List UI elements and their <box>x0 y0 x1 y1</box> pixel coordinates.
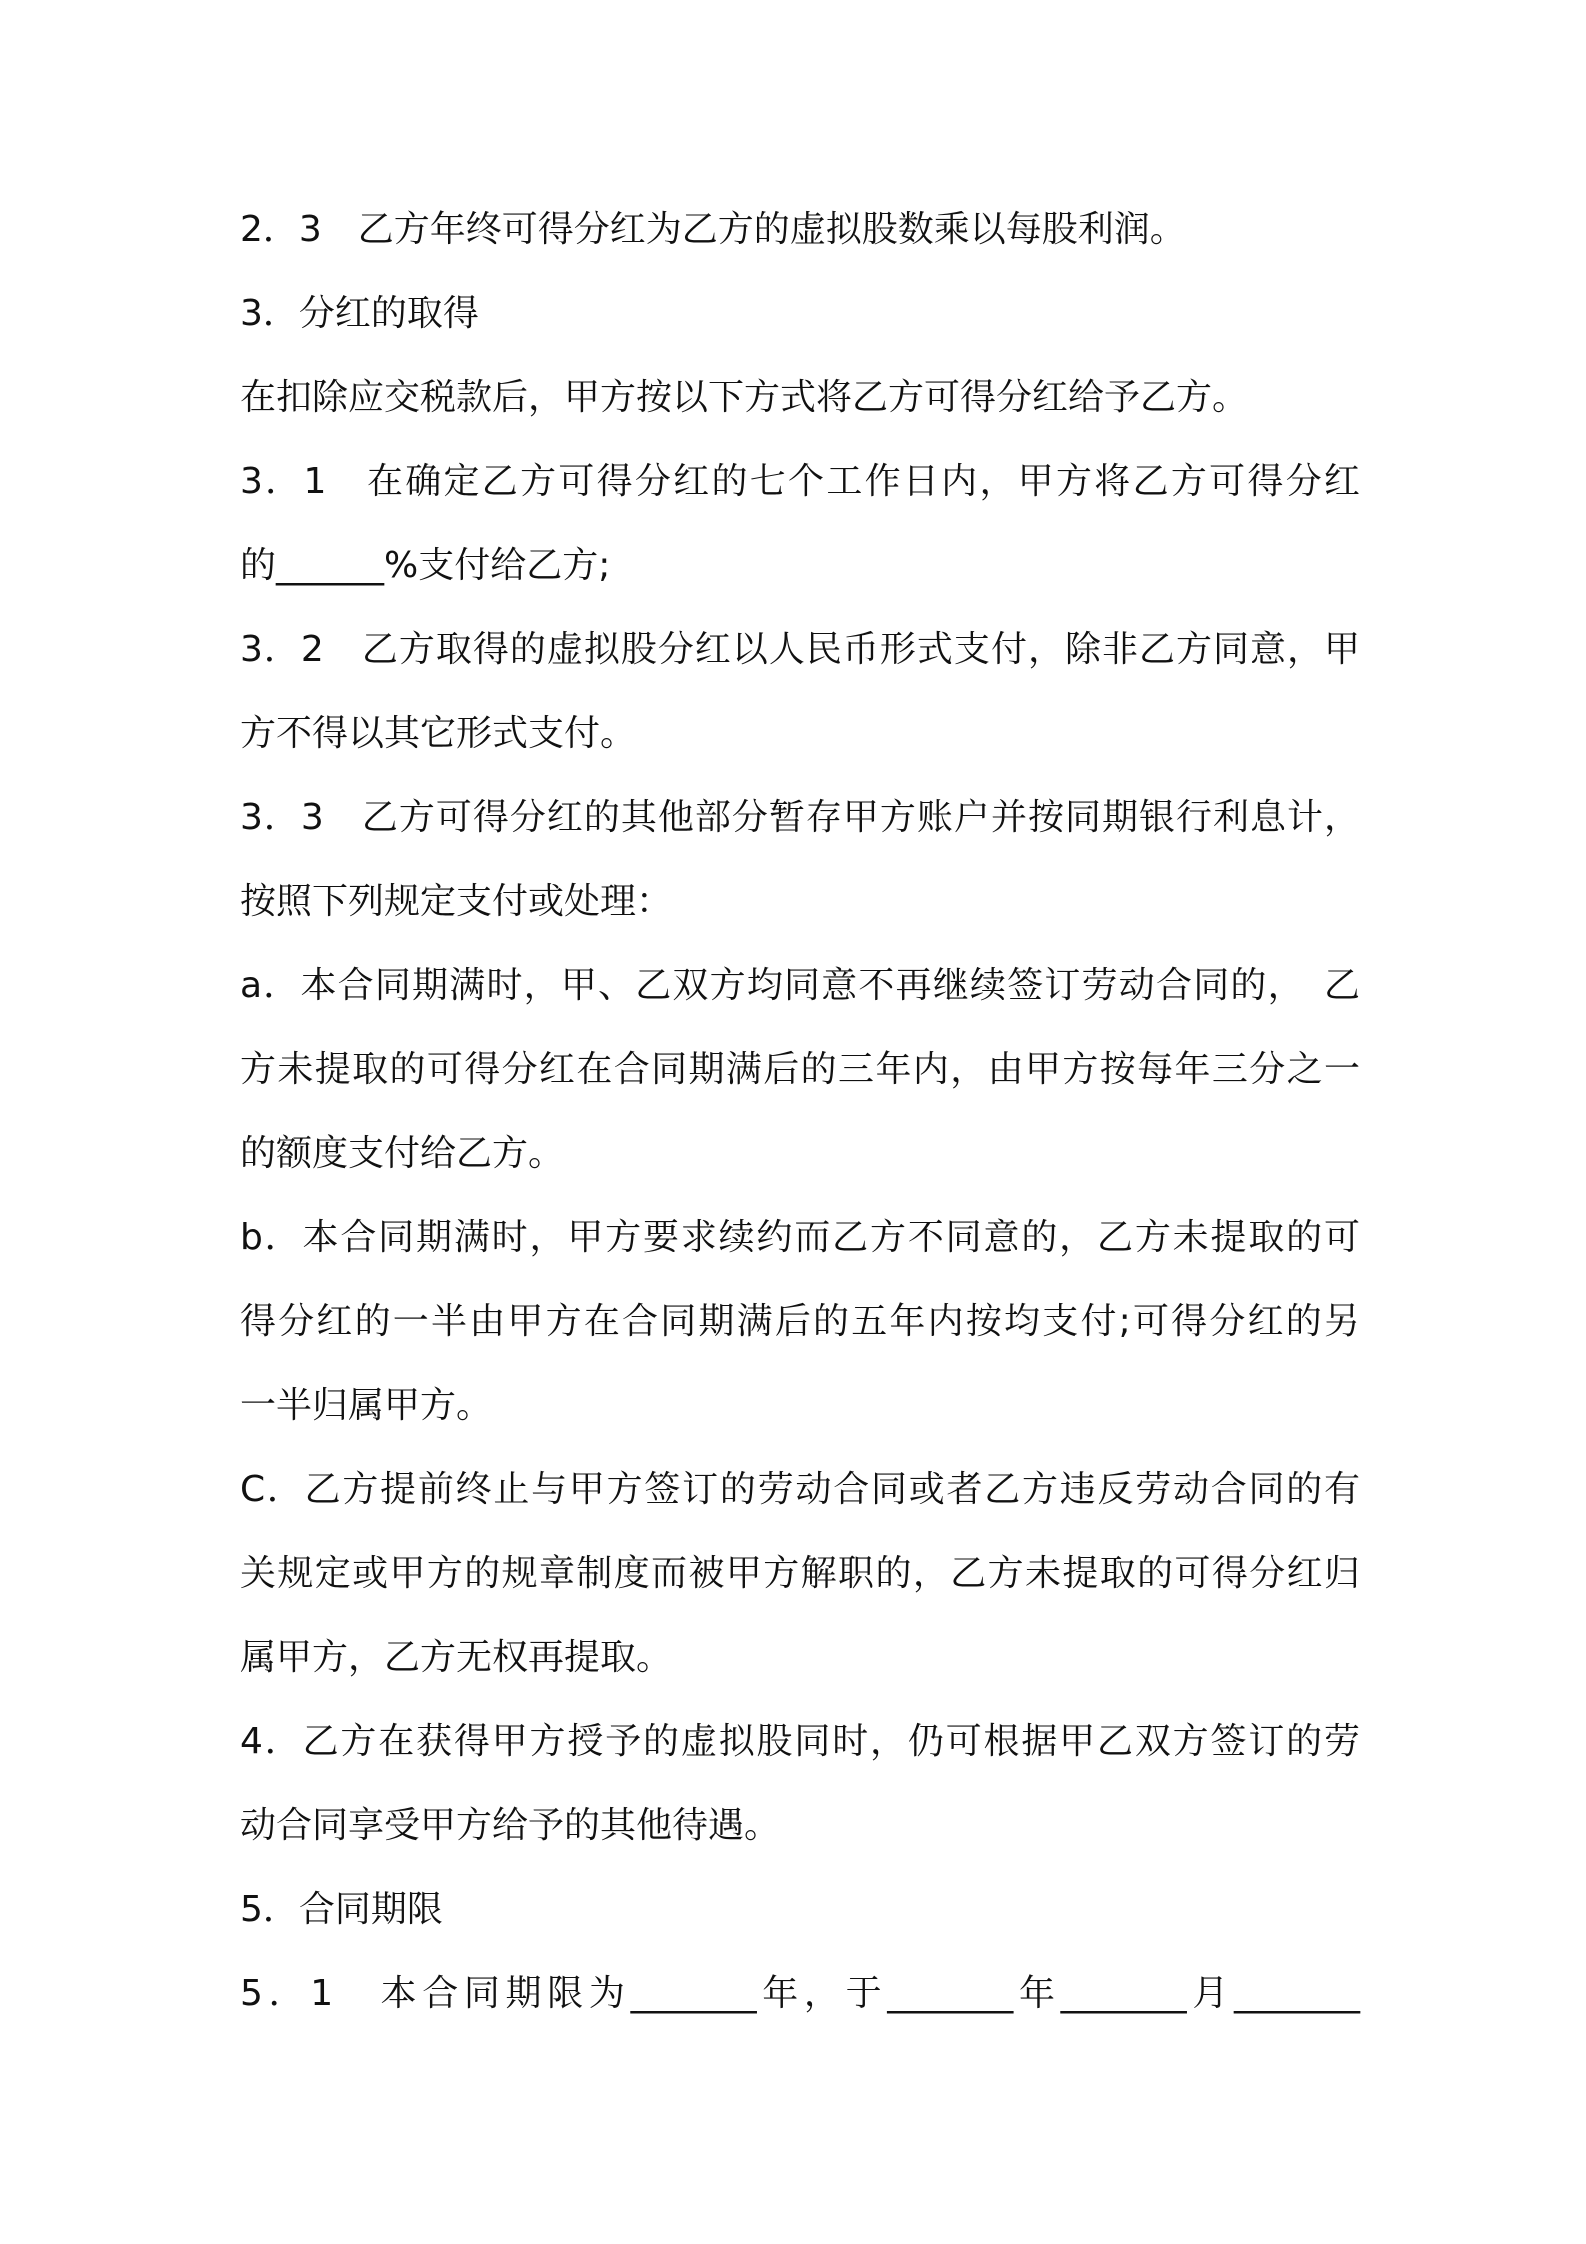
clause-3-3-a-line-2: 方未提取的可得分红在合同期满后的三年内，由甲方按每年三分之一 <box>240 1049 1360 1090</box>
clause-3-1-line-2: 的______%支付给乙方; <box>240 545 611 586</box>
clause-3-3-line-1: 3．3 乙方可得分红的其他部分暂存甲方账户并按同期银行利息计， <box>240 797 1360 838</box>
clause-3-2-line-2: 方不得以其它形式支付。 <box>240 713 637 754</box>
clause-3-3-b-line-2: 得分红的一半由甲方在合同期满后的五年内按均支付;可得分红的另 <box>240 1301 1360 1342</box>
clause-3-3-a-line-3: 的额度支付给乙方。 <box>240 1133 565 1174</box>
document-page <box>240 198 1360 2046</box>
clause-5-heading: 5．合同期限 <box>240 1889 443 1930</box>
clause-3-1-line-1: 3．1 在确定乙方可得分红的七个工作日内，甲方将乙方可得分红 <box>240 461 1360 502</box>
clause-3-intro-line: 在扣除应交税款后，甲方按以下方式将乙方可得分红给予乙方。 <box>240 377 1249 418</box>
clause-3-heading: 3．分红的取得 <box>240 293 479 334</box>
clause-5-1-line: 5．1 本合同期限为_______年，于_______年_______月_______ <box>240 1973 1360 2014</box>
clause-4-line-2: 动合同享受甲方给予的其他待遇。 <box>240 1805 781 1846</box>
clause-3-3-b-line-1: b．本合同期满时，甲方要求续约而乙方不同意的，乙方未提取的可 <box>240 1217 1360 1258</box>
clause-3-3-b-line-3: 一半归属甲方。 <box>240 1385 493 1426</box>
clause-3-3-a-line-1: a．本合同期满时，甲、乙双方均同意不再继续签订劳动合同的， 乙 <box>240 965 1360 1006</box>
clause-3-2-line-1: 3．2 乙方取得的虚拟股分红以人民币形式支付，除非乙方同意，甲 <box>240 629 1360 670</box>
clause-3-3-c-line-2: 关规定或甲方的规章制度而被甲方解职的，乙方未提取的可得分红归 <box>240 1553 1360 1594</box>
clause-2-3-line: 2．3 乙方年终可得分红为乙方的虚拟股数乘以每股利润。 <box>240 209 1186 250</box>
clause-3-3-line-2: 按照下列规定支付或处理： <box>240 881 673 922</box>
clause-3-3-c-line-3: 属甲方，乙方无权再提取。 <box>240 1637 673 1678</box>
clause-3-3-c-line-1: C．乙方提前终止与甲方签订的劳动合同或者乙方违反劳动合同的有 <box>240 1469 1360 1510</box>
clause-4-line-1: 4．乙方在获得甲方授予的虚拟股同时，仍可根据甲乙双方签订的劳 <box>240 1721 1360 1762</box>
